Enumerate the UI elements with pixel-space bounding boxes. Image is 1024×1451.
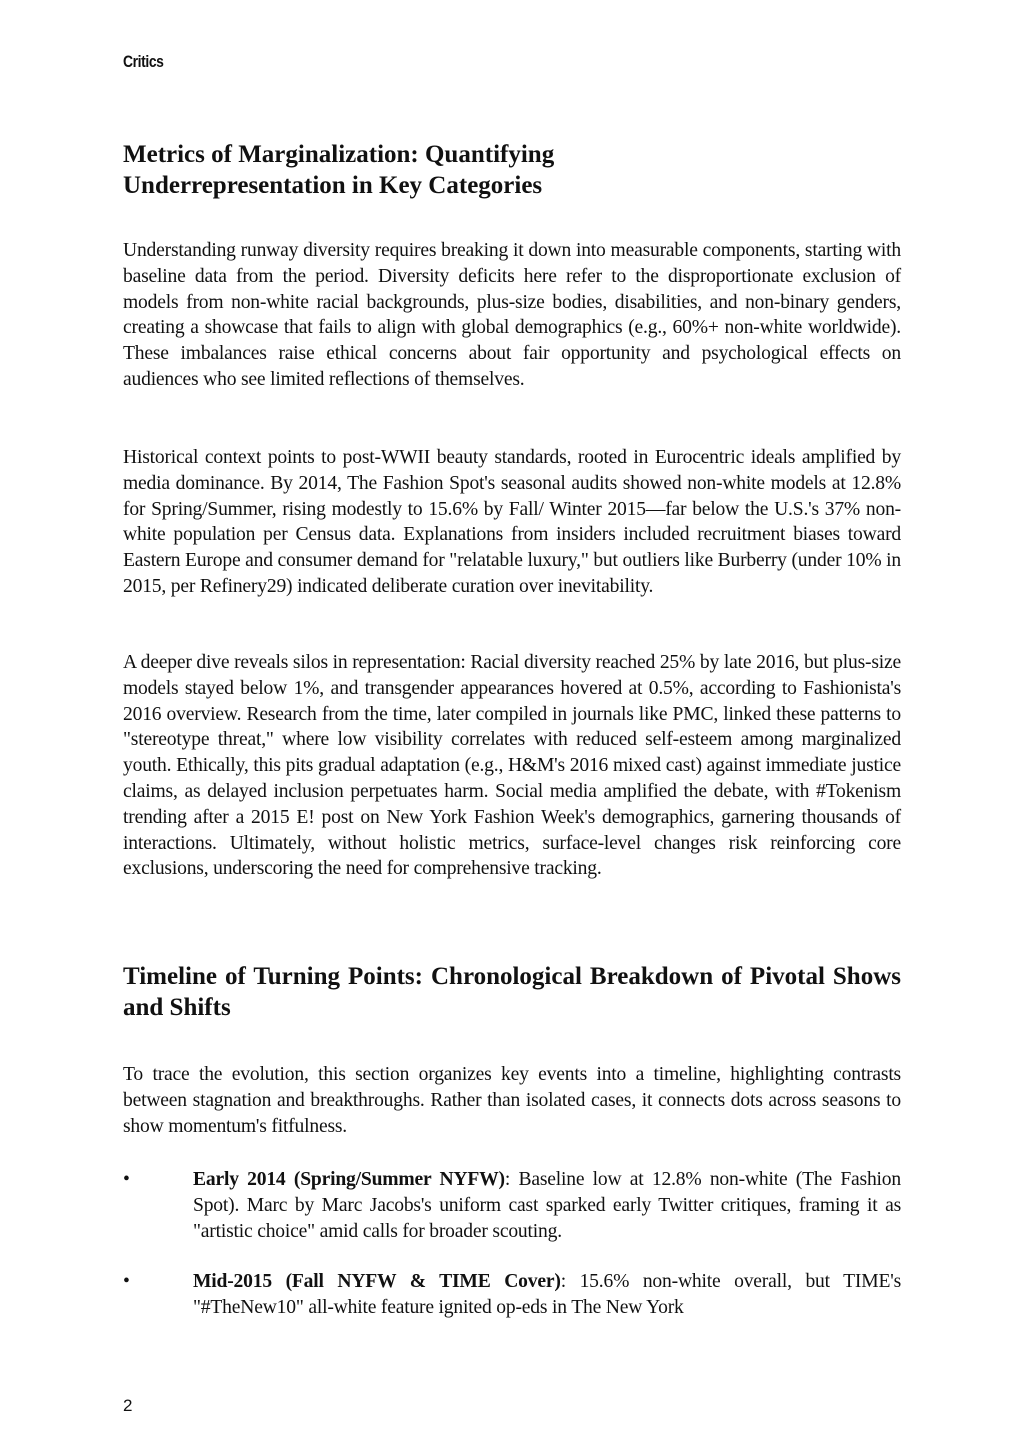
list-item xyxy=(123,1167,901,1244)
paragraph: To trace the evolution, this section organizes key events into a timeline, highlighting contrasts between stagnation and breakthroughs. Rather than isolated cases, it connects dots across seasons to show momentum's fitfulness. xyxy=(123,1064,901,1137)
list-item-text xyxy=(193,1167,901,1244)
section-heading-timeline: Timeline of Turning Points: Chronological Breakdown of Pivotal Shows and Shifts xyxy=(123,963,901,1021)
page-number: 2 xyxy=(123,1396,133,1415)
paragraph: A deeper dive reveals silos in representation: Racial diversity reached 25% by late 2016, but plus-size models stayed below 1%, and transgender appearances hovered at 0.5%, according to Fashionista's 2016 overview. Research from the time, later compiled in journals like PMC, linked these patterns to "stereotype threat," where low visibility correlates with reduced self-esteem among marginalized youth. Ethically, this pits gradual adaptation (e.g., H&M's 2016 mixed cast) against immediate justice claims, as delayed inclusion perpetuates harm. Social media amplified the debate, with #Tokenism trending after a 2015 E! post on New York Fashion Week's demographics, garnering thousands of interactions. Ultimately, without holistic metrics, surface-level changes risk reinforcing core exclusions, underscoring the need for comprehensive tracking. xyxy=(123,652,901,880)
list-item-text xyxy=(193,1269,901,1321)
bullet-list xyxy=(123,1269,901,1321)
list-item-label: Early 2014 (Spring/Summer NYFW) xyxy=(193,1169,505,1190)
list-item-body: : 15.6% non-white overall, but TIME's "#TheNew10" all-white feature ignited op-eds in The New York xyxy=(193,1271,901,1318)
running-header: Critics xyxy=(123,52,164,71)
list-item xyxy=(123,1269,901,1321)
list-item-label: Mid-2015 (Fall NYFW & TIME Cover) xyxy=(193,1271,561,1292)
bullet-icon: • xyxy=(123,1169,130,1190)
section-heading-metrics: Metrics of Marginalization: Quantifying Underrepresentation in Key Categories xyxy=(123,141,555,199)
paragraph: Understanding runway diversity requires breaking it down into measurable components, starting with baseline data from the period. Diversity deficits here refer to the disproportionate exclusion of models from non-white racial backgrounds, plus-size bodies, disabilities, and non-binary genders, creating a showcase that fails to align with global demographics (e.g., 60%+ non-white worldwide). These imbalances raise ethical concerns about fair opportunity and psychological effects on audiences who see limited reflections of themselves. xyxy=(123,240,901,390)
list-item-body: : Baseline low at 12.8% non-white (The Fashion Spot). Marc by Marc Jacobs's uniform cast sparked early Twitter critiques, framing it as "artistic choice" amid calls for broader scouting. xyxy=(193,1169,901,1242)
paragraph: Historical context points to post-WWII beauty standards, rooted in Eurocentric ideals amplified by media dominance. By 2014, The Fashion Spot's seasonal audits showed non-white models at 12.8% for Spring/Summer, rising modestly to 15.6% by Fall/ Winter 2015—far below the U.S.'s 37% non-white population per Census data. Explanations from insiders included recruitment biases toward Eastern Europe and consumer demand for "relatable luxury," but outliers like Burberry (under 10% in 2015, per Refinery29) indicated deliberate curation over inevitability. xyxy=(123,447,901,597)
bullet-list xyxy=(123,1167,901,1244)
bullet-icon: • xyxy=(123,1271,130,1292)
